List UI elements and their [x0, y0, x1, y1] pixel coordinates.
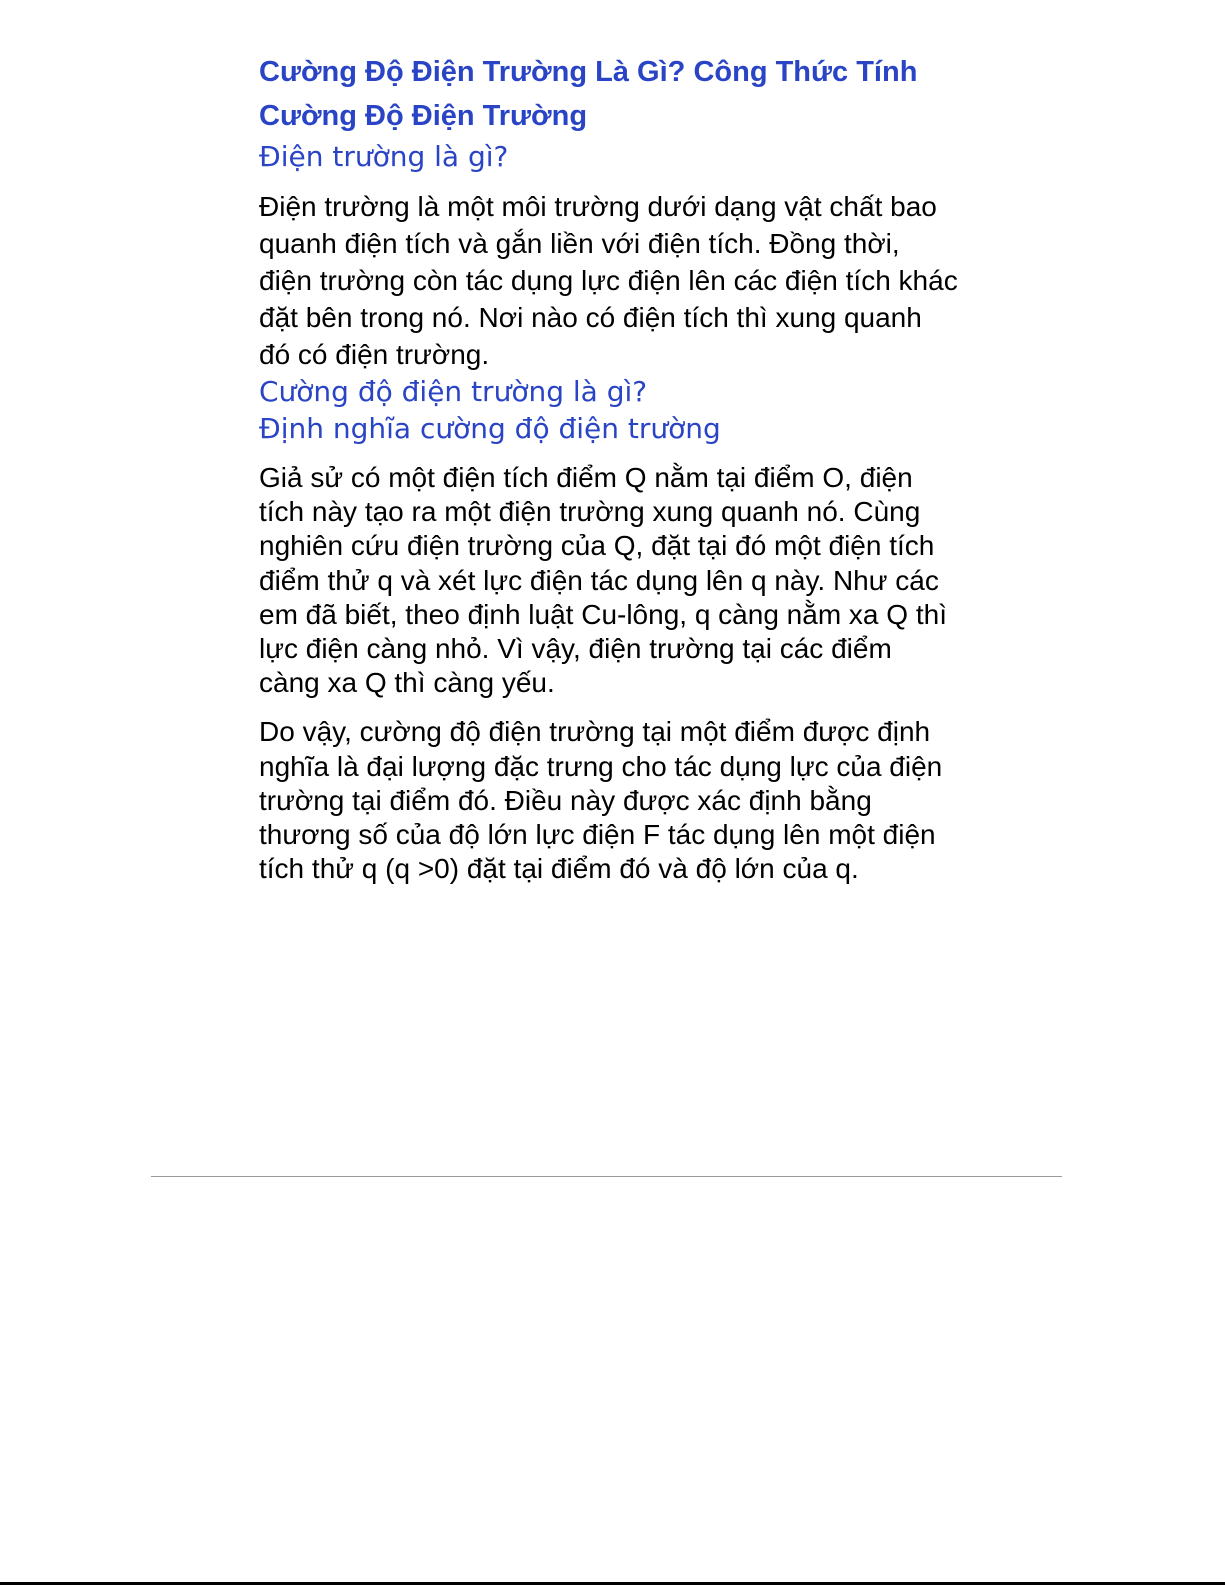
definition-paragraph-1: Giả sử có một điện tích điểm Q nằm tại điểm O, điện tích này tạo ra một điện trường xung quanh nó. Cùng nghiên cứu điện trường của Q, đặt tại đó một điện tích điểm thử q và xét lực điện tác dụng lên q này. Như các em đã biết, theo định luật Cu-lông, q càng nằm xa Q thì lực điện càng nhỏ. Vì vậy, điện trường tại các điểm càng xa Q thì càng yếu. [259, 462, 947, 699]
section-paragraph-dien-truong: Điện trường là một môi trường dưới dạng vật chất bao quanh điện tích và gắn liền với điện tích. Đồng thời, điện trường còn tác dụng lực điện lên các điện tích khác đặt bên trong nó. Nơi nào có điện tích thì xung quanh đó có điện trường. [259, 191, 958, 370]
article-title: Cường Độ Điện Trường Là Gì? Công Thức Tính Cường Độ Điện Trường [259, 56, 918, 132]
footer-divider [151, 1176, 1062, 1177]
section-heading-dien-truong: Điện trường là gì? [259, 140, 509, 173]
article [259, 50, 959, 886]
subsection-heading-dinh-nghia: Định nghĩa cường độ điện trường [259, 412, 721, 445]
definition-paragraph-2: Do vậy, cường độ điện trường tại một điểm được định nghĩa là đại lượng đặc trưng cho tác dụng lực của điện trường tại điểm đó. Điều này được xác định bằng thương số của độ lớn lực điện F tác dụng lên một điện tích thử q (q >0) đặt tại điểm đó và độ lớn của q. [259, 716, 943, 885]
section-heading-cuong-do: Cường độ điện trường là gì? [259, 375, 648, 408]
